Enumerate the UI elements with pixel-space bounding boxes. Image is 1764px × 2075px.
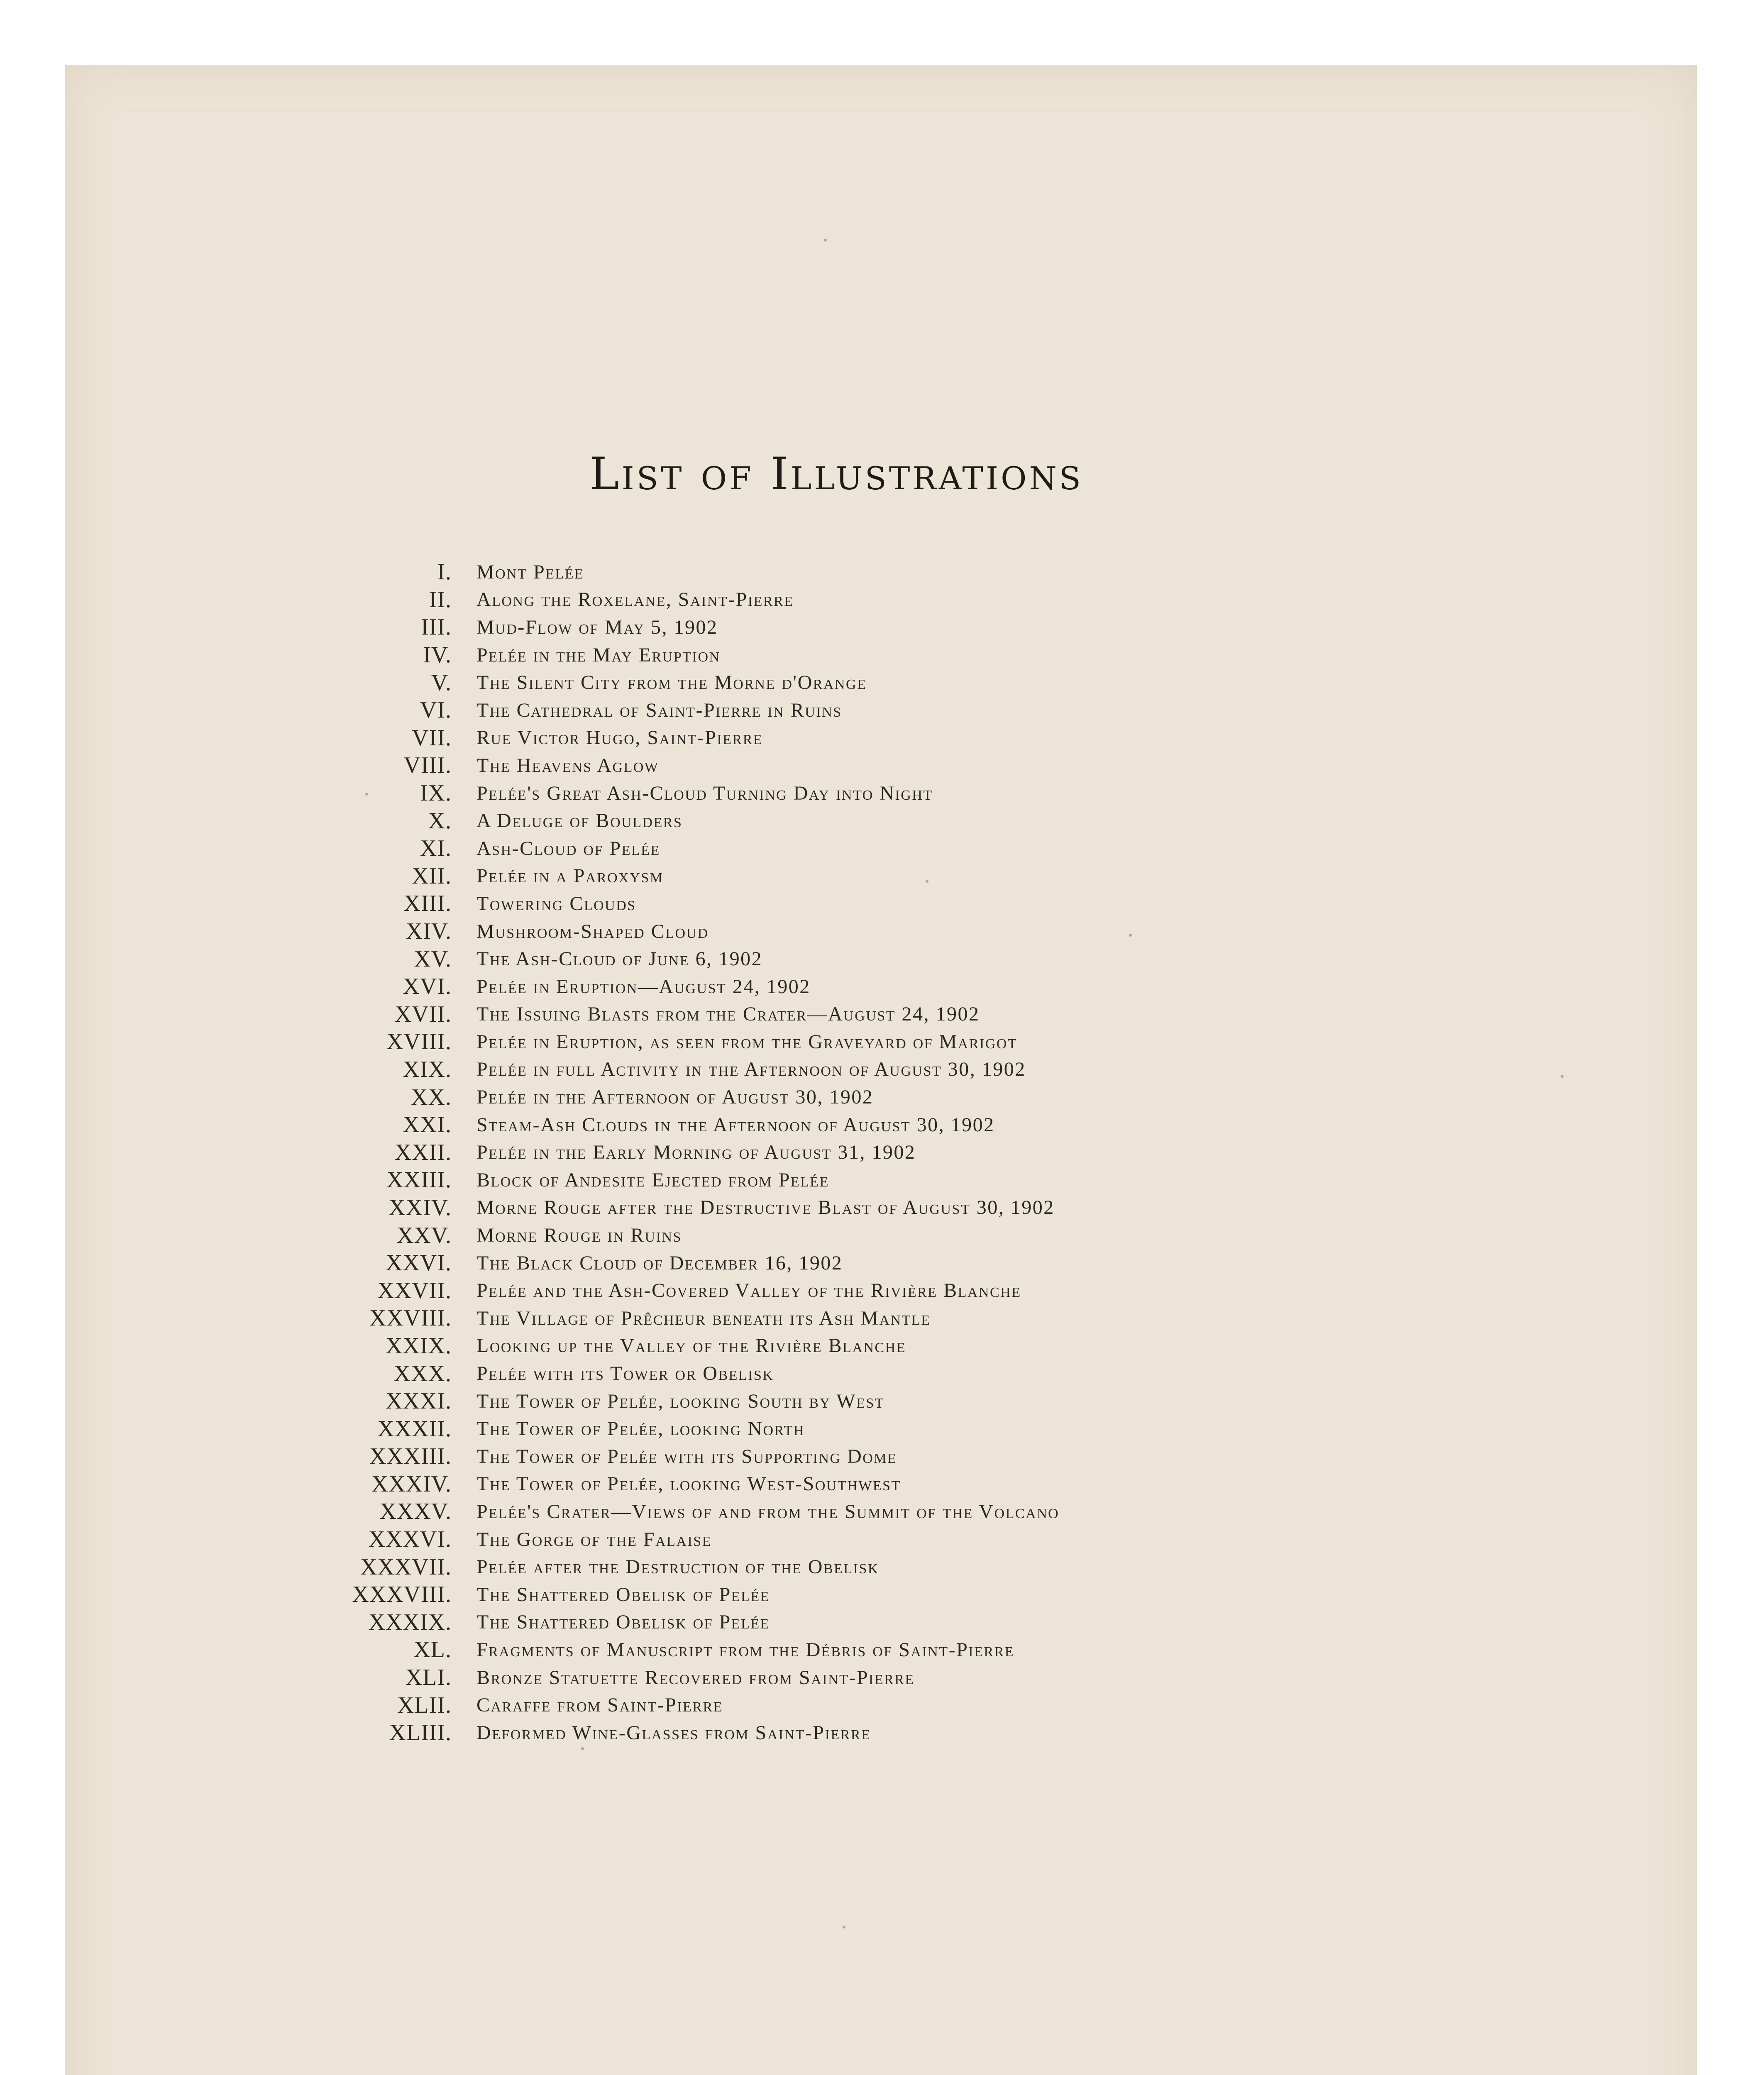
illustration-entry <box>0 1470 1059 1498</box>
illustration-entry <box>0 1277 1059 1304</box>
illustration-numeral: XXXI. <box>386 1388 452 1414</box>
illustration-entry <box>0 1166 1059 1194</box>
illustration-entry <box>0 807 1059 835</box>
illustration-entry <box>0 1221 1059 1249</box>
illustration-numeral: XVII. <box>394 1001 452 1027</box>
illustration-numeral: XVIII. <box>386 1029 452 1055</box>
illustration-entry <box>0 1332 1059 1360</box>
illustration-caption: Pelée in Eruption—August 24, 1902 <box>476 975 811 998</box>
illustration-entry <box>0 558 1059 586</box>
illustration-numeral: XXX. <box>393 1360 452 1387</box>
illustration-numeral: XVI. <box>403 974 452 1000</box>
illustration-entry <box>0 724 1059 752</box>
illustration-entry <box>0 1664 1059 1692</box>
illustration-list <box>0 558 1059 1747</box>
illustration-numeral: XXXV. <box>379 1499 452 1525</box>
illustration-entry <box>0 1526 1059 1553</box>
illustration-numeral: XXVIII. <box>369 1305 452 1331</box>
illustration-numeral: VI. <box>420 697 452 723</box>
illustration-entry <box>0 1111 1059 1139</box>
illustration-numeral: XXII. <box>394 1139 452 1165</box>
illustration-numeral: XIX. <box>403 1056 452 1082</box>
illustration-entry <box>0 586 1059 614</box>
illustration-numeral: XXXII. <box>377 1416 452 1442</box>
illustration-caption: Caraffe from Saint-Pierre <box>476 1694 723 1716</box>
illustration-entry <box>0 1498 1059 1526</box>
illustration-caption: Pelée with its Tower or Obelisk <box>476 1362 774 1385</box>
illustration-numeral: IX. <box>420 780 452 806</box>
illustration-entry <box>0 1415 1059 1443</box>
illustration-entry <box>0 613 1059 641</box>
illustration-numeral: XXXVIII. <box>352 1582 452 1608</box>
illustration-entry <box>0 862 1059 890</box>
illustration-caption: The Tower of Pelée with its Supporting Dome <box>476 1445 897 1467</box>
illustration-entry <box>0 1360 1059 1387</box>
illustration-caption: Along the Roxelane, Saint-Pierre <box>476 588 794 611</box>
illustration-caption: Morne Rouge in Ruins <box>476 1224 682 1247</box>
illustration-caption: Pelée in the Afternoon of August 30, 1902 <box>476 1086 874 1108</box>
illustration-numeral: I. <box>437 559 452 585</box>
illustration-caption: The Gorge of the Falaise <box>476 1528 712 1550</box>
illustration-entry <box>0 1719 1059 1747</box>
illustration-caption: Pelée's Crater—Views of and from the Summit of the Volcano <box>476 1500 1060 1523</box>
illustration-caption: Pelée after the Destruction of the Obelisk <box>476 1556 879 1578</box>
illustration-caption: The Shattered Obelisk of Pelée <box>476 1583 770 1606</box>
illustration-numeral: XXI. <box>403 1112 452 1138</box>
illustration-caption: Mud-Flow of May 5, 1902 <box>476 616 718 638</box>
illustration-numeral: XIII. <box>403 891 452 917</box>
illustration-numeral: VIII. <box>403 752 452 779</box>
illustration-numeral: IV. <box>423 642 452 668</box>
illustration-caption: Fragments of Manuscript from the Débris of Saint-Pierre <box>476 1638 1015 1661</box>
illustration-caption: Ash-Cloud of Pelée <box>476 837 660 859</box>
illustration-caption: Steam-Ash Clouds in the Afternoon of August 30, 1902 <box>476 1113 995 1136</box>
illustration-entry <box>0 835 1059 862</box>
illustration-entry <box>0 890 1059 918</box>
illustration-caption: The Village of Prêcheur beneath its Ash Mantle <box>476 1307 931 1329</box>
illustration-entry <box>0 1028 1059 1056</box>
illustration-caption: Pelée in full Activity in the Afternoon of August 30, 1902 <box>476 1058 1026 1081</box>
illustration-numeral: XXIX. <box>386 1333 452 1359</box>
illustration-numeral: XXIII. <box>386 1167 452 1193</box>
illustration-caption: Pelée in the Early Morning of August 31, 1902 <box>476 1141 916 1164</box>
illustration-caption: The Heavens Aglow <box>476 754 659 776</box>
illustration-entry <box>0 1581 1059 1609</box>
paper-speck <box>824 239 827 242</box>
illustration-entry <box>0 918 1059 945</box>
illustration-numeral: III. <box>421 614 452 640</box>
illustration-caption: The Silent City from the Morne d'Orange <box>476 671 867 694</box>
illustration-caption: Rue Victor Hugo, Saint-Pierre <box>476 727 763 749</box>
illustration-caption: Deformed Wine-Glasses from Saint-Pierre <box>476 1721 871 1744</box>
illustration-entry <box>0 1001 1059 1028</box>
illustration-caption: The Tower of Pelée, looking North <box>476 1418 805 1440</box>
illustration-numeral: XV. <box>414 946 452 972</box>
illustration-caption: Looking up the Valley of the Rivière Blanche <box>476 1335 906 1357</box>
illustration-entry <box>0 1138 1059 1166</box>
illustration-numeral: XXXIII. <box>369 1443 452 1470</box>
illustration-entry <box>0 1194 1059 1222</box>
illustration-entry <box>0 1691 1059 1719</box>
illustration-caption: Pelée in a Paroxysm <box>476 865 664 887</box>
illustration-numeral: XXXIV. <box>371 1471 452 1497</box>
illustration-numeral: XXIV. <box>388 1194 452 1221</box>
illustration-caption: The Black Cloud of December 16, 1902 <box>476 1252 843 1274</box>
illustration-numeral: XLI. <box>405 1665 452 1691</box>
illustration-numeral: X. <box>428 808 452 834</box>
illustration-numeral: XXV. <box>396 1222 452 1248</box>
illustration-entry <box>0 1387 1059 1415</box>
illustration-caption: Pelée in the May Eruption <box>476 644 721 666</box>
illustration-numeral: XXXVII. <box>360 1554 452 1580</box>
illustration-numeral: XL. <box>413 1637 452 1663</box>
illustration-caption: Mont Pelée <box>476 561 584 583</box>
illustration-caption: Pelée's Great Ash-Cloud Turning Day into Night <box>476 782 933 804</box>
illustration-caption: Block of Andesite Ejected from Pelée <box>476 1169 829 1191</box>
illustration-caption: The Shattered Obelisk of Pelée <box>476 1611 770 1633</box>
illustration-numeral: XXXVI. <box>368 1526 452 1553</box>
illustration-caption: The Ash-Cloud of June 6, 1902 <box>476 948 763 970</box>
illustration-caption: Morne Rouge after the Destructive Blast of August 30, 1902 <box>476 1196 1055 1219</box>
illustration-numeral: VII. <box>412 725 452 751</box>
illustration-numeral: XXXIX. <box>368 1609 452 1635</box>
illustration-entry <box>0 1553 1059 1581</box>
paper-speck <box>1561 1075 1564 1078</box>
illustration-caption: The Issuing Blasts from the Crater—August 24, 1902 <box>476 1003 980 1025</box>
illustration-entry <box>0 1083 1059 1111</box>
illustration-entry <box>0 1443 1059 1470</box>
illustration-caption: Mushroom-Shaped Cloud <box>476 920 709 942</box>
illustration-entry <box>0 973 1059 1001</box>
paper-speck <box>581 1747 584 1750</box>
illustration-numeral: XXVII. <box>377 1277 452 1304</box>
illustration-entry <box>0 945 1059 973</box>
illustration-entry <box>0 1609 1059 1636</box>
illustration-caption: Pelée and the Ash-Covered Valley of the Rivière Blanche <box>476 1279 1021 1302</box>
illustration-entry <box>0 669 1059 696</box>
paper-speck <box>1129 934 1132 937</box>
paper-speck <box>843 1926 845 1929</box>
illustration-numeral: II. <box>429 586 452 613</box>
illustration-numeral: XLIII. <box>389 1720 452 1746</box>
illustration-numeral: XIV. <box>406 918 452 945</box>
illustration-entry <box>0 779 1059 807</box>
illustration-numeral: XII. <box>412 863 452 889</box>
illustration-numeral: XXVI. <box>386 1250 452 1276</box>
illustration-numeral: V. <box>431 669 452 696</box>
illustration-entry <box>0 696 1059 724</box>
illustration-numeral: XLII. <box>397 1692 452 1718</box>
illustration-entry <box>0 1636 1059 1664</box>
page-title: List of Illustrations <box>589 448 1083 500</box>
illustration-entry <box>0 1056 1059 1084</box>
illustration-entry <box>0 1249 1059 1277</box>
illustration-caption: A Deluge of Boulders <box>476 810 683 832</box>
illustration-entry <box>0 752 1059 779</box>
illustration-entry <box>0 641 1059 669</box>
illustration-numeral: XX. <box>411 1084 452 1110</box>
illustration-numeral: XI. <box>420 835 452 862</box>
illustration-caption: Bronze Statuette Recovered from Saint-Pierre <box>476 1666 915 1689</box>
illustration-caption: Towering Clouds <box>476 892 636 915</box>
illustration-caption: The Tower of Pelée, looking West-Southwest <box>476 1473 901 1495</box>
illustration-caption: The Cathedral of Saint-Pierre in Ruins <box>476 699 842 721</box>
illustration-caption: The Tower of Pelée, looking South by West <box>476 1390 885 1412</box>
illustration-entry <box>0 1304 1059 1332</box>
illustration-caption: Pelée in Eruption, as seen from the Graveyard of Marigot <box>476 1030 1018 1053</box>
